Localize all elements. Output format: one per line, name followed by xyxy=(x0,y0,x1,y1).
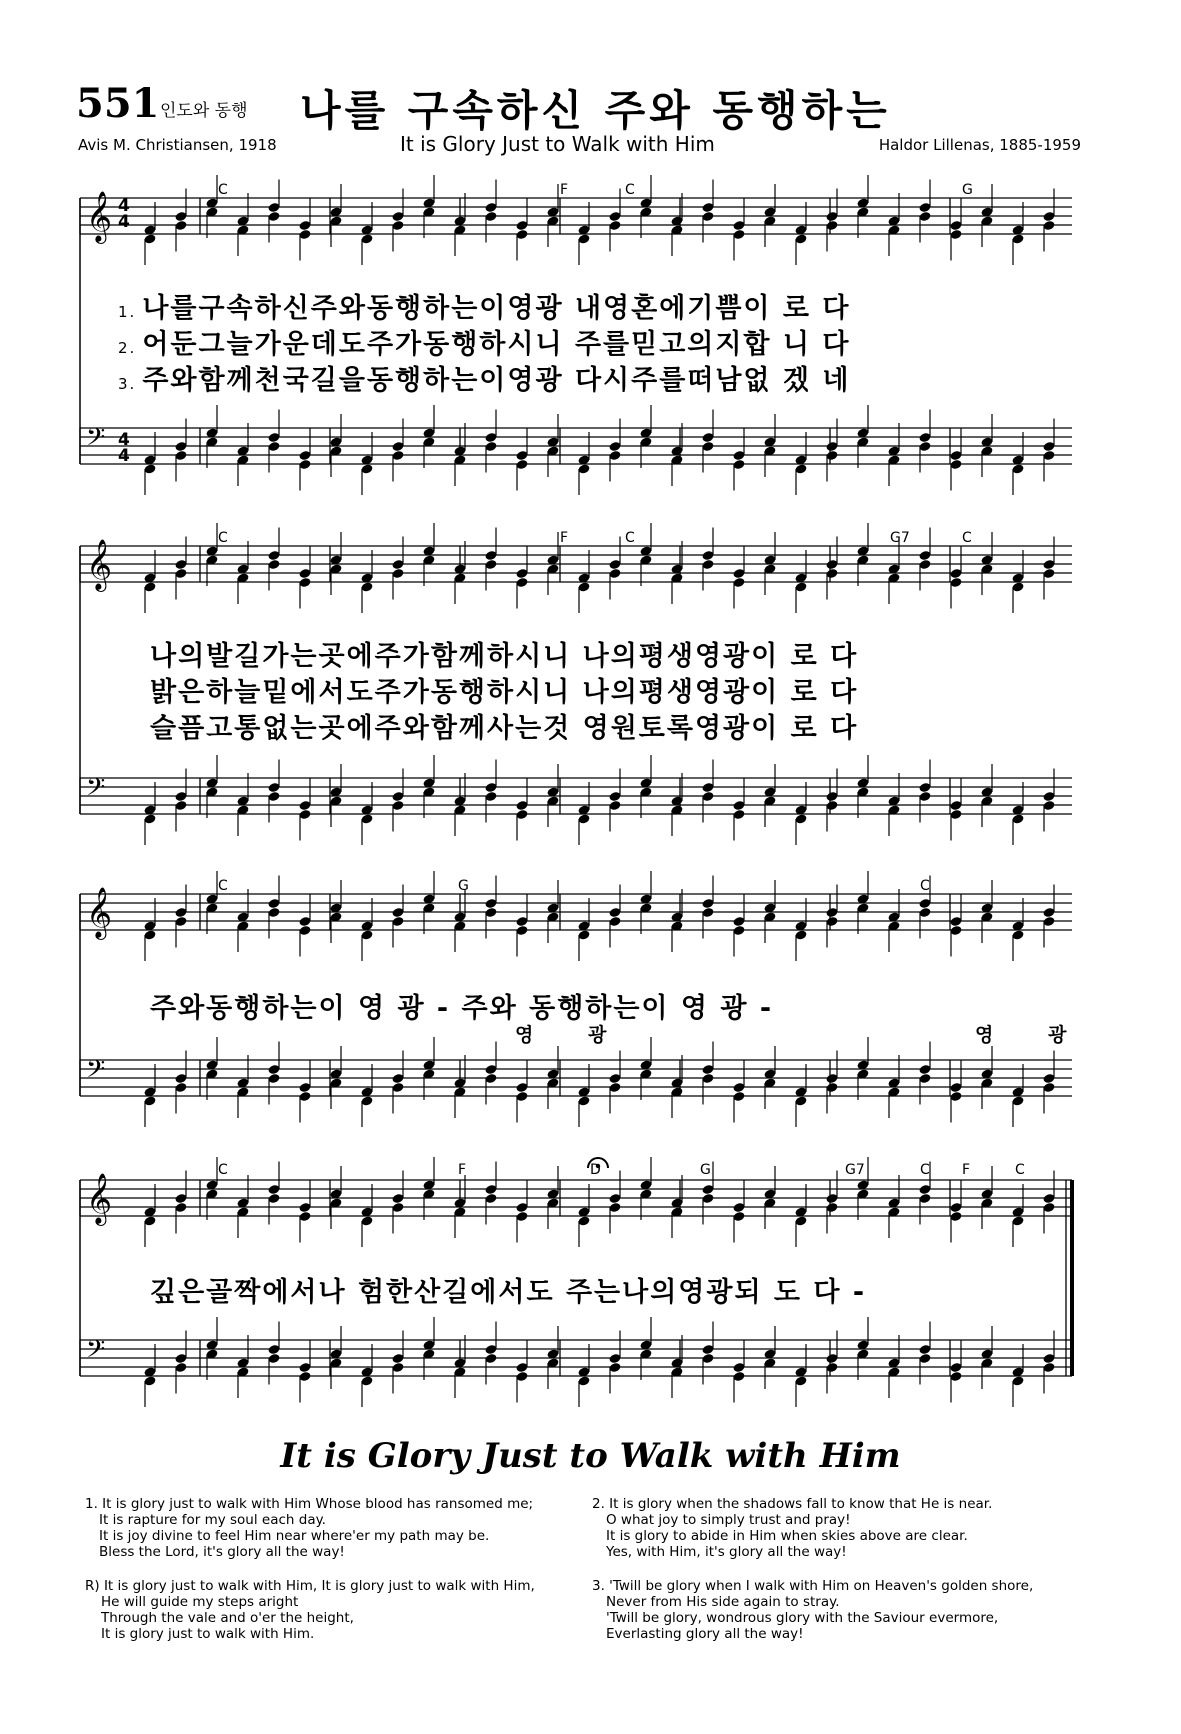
korean-title: 나를 구속하신 주와 동행하는 xyxy=(300,86,891,135)
chord-label: C xyxy=(218,1162,228,1178)
english-refrain: R) It is glory just to walk with Him, It is glory just to walk with Him, He will guide my steps aright Through the vale and o'er the height, It is glory just to walk with Him. xyxy=(85,1578,535,1642)
chord-label: G xyxy=(962,182,973,198)
time-signature: 4 4 xyxy=(118,430,130,466)
chord-label: C xyxy=(1015,1162,1025,1178)
english-verse-3: 3. 'Twill be glory when I walk with Him on Heaven's golden shore, Never from His side again to stray. 'Twill be glory, wondrous glory with the Saviour evermore, Everlasting glory all the way! xyxy=(592,1578,1034,1642)
hymn-number: 551 xyxy=(76,80,160,127)
lyric-line: 슬픔고통없는곳에주와함께사는것 영원토록영광이 로 다 xyxy=(150,713,859,744)
chord-label: G7 xyxy=(845,1162,865,1178)
english-subtitle: It is Glory Just to Walk with Him xyxy=(400,132,715,156)
chord-label: F xyxy=(560,530,569,546)
chord-label: F xyxy=(962,1162,971,1178)
lyric-line: 2. 어둔그늘가운데도주가동행하시니 주를믿고의지합 니 다 xyxy=(118,329,851,360)
english-heading: It is Glory Just to Walk with Him xyxy=(280,1436,901,1476)
chord-label: C xyxy=(625,182,635,198)
treble-clef-icon: 𝄞 xyxy=(86,887,113,938)
lyric-echo: 영 광 xyxy=(515,1024,631,1046)
chord-label: D xyxy=(590,1162,601,1178)
lyric-line: 깊은골짝에서나 험한산길에서도 주는나의영광되 도 다 - xyxy=(150,1277,867,1308)
lyric-line: 3. 주와함께천국길을동행하는이영광 다시주를떠남없 겠 네 xyxy=(118,365,851,396)
chord-label: G xyxy=(458,878,469,894)
chord-label: C xyxy=(625,530,635,546)
treble-clef-icon: 𝄞 xyxy=(86,539,113,590)
treble-clef-icon: 𝄞 xyxy=(86,1173,113,1224)
english-verse-2: 2. It is glory when the shadows fall to know that He is near. O what joy to simply trust and pray! It is glory to abide in Him when skies above are clear. Yes, with Him, it's glory all the way! xyxy=(592,1496,993,1560)
lyric-line: 주와동행하는이 영 광 - 주와 동행하는이 영 광 - xyxy=(150,993,774,1024)
bass-clef-icon: 𝄢 xyxy=(86,1055,106,1090)
chord-label: C xyxy=(218,182,228,198)
lyric-line: 밝은하늘밑에서도주가동행하시니 나의평생영광이 로 다 xyxy=(150,677,859,708)
chord-label: G xyxy=(700,1162,711,1178)
chord-label: C xyxy=(962,530,972,546)
hymn-category: 인도와 동행 xyxy=(160,101,248,121)
composer: Haldor Lillenas, 1885-1959 xyxy=(878,136,1081,154)
lyric-line: 1. 나를구속하신주와동행하는이영광 내영혼에기쁨이 로 다 xyxy=(118,293,851,324)
chord-label: F xyxy=(458,1162,467,1178)
bass-clef-icon: 𝄢 xyxy=(86,1335,106,1370)
lyric-echo: 영 광 xyxy=(975,1024,1091,1046)
chord-label: C xyxy=(920,1162,930,1178)
chord-label: C xyxy=(920,878,930,894)
english-verse-1: 1. It is glory just to walk with Him Whose blood has ransomed me; It is rapture for my soul each day. It is joy divine to feel Him near where'er my path may be. Bless the Lord, it's glory all the way! xyxy=(85,1496,534,1560)
lyric-line: 나의발길가는곳에주가함께하시니 나의평생영광이 로 다 xyxy=(150,641,859,672)
treble-clef-icon: 𝄞 xyxy=(86,191,113,242)
chord-label: C xyxy=(218,878,228,894)
time-signature: 4 4 xyxy=(118,196,130,232)
chord-label: C xyxy=(218,530,228,546)
chord-label: F xyxy=(560,182,569,198)
chord-label: G7 xyxy=(890,530,910,546)
bass-clef-icon: 𝄢 xyxy=(86,773,106,808)
lyricist: Avis M. Christiansen, 1918 xyxy=(78,136,277,154)
bass-clef-icon: 𝄢 xyxy=(86,423,106,458)
